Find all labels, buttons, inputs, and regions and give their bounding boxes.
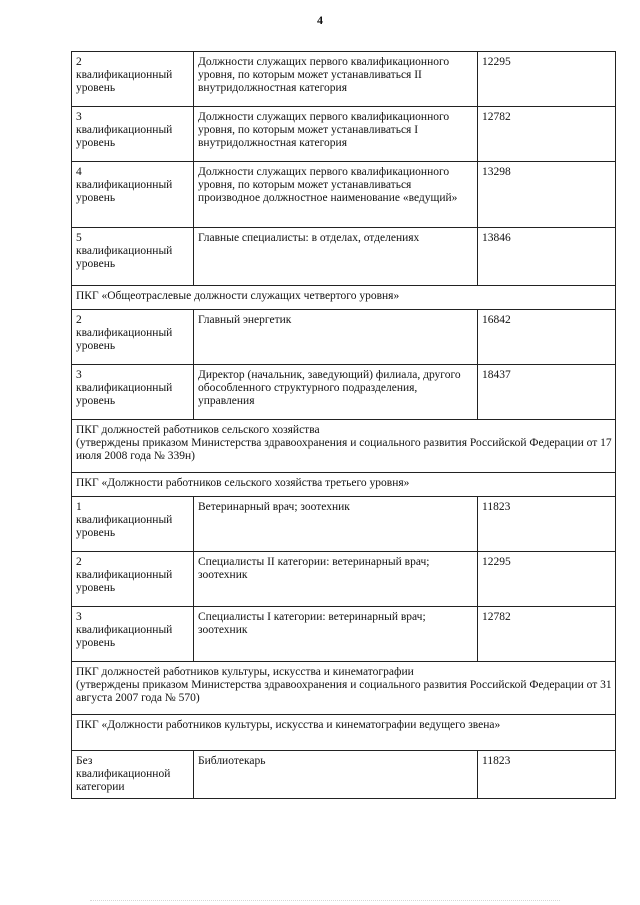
qualification-level-text: 3 квалификационный уровень [76,111,173,149]
qualification-level-text: 3 квалификационный уровень [76,611,173,649]
qualification-level-cell [72,162,194,228]
table-row [72,52,616,107]
positions-cell: Должности служащих первого квалификационного уровня, по которым может устанавливаться II внутридолжностная категория [194,52,478,107]
table-row [72,365,616,420]
qualification-level-cell [72,607,194,662]
positions-cell: Ветеринарный врач; зоотехник [194,497,478,552]
salary-cell: 12782 [478,607,616,662]
table-row [72,751,616,799]
group-header-row [72,662,616,715]
qualification-level-cell [72,365,194,420]
salary-cell: 13298 [478,162,616,228]
group-header-row [72,473,616,497]
qualification-level-text: 4 квалификационный уровень [76,166,173,204]
group-header-cell: ПКГ «Общеотраслевые должности служащих четвертого уровня» [72,286,616,310]
salary-cell: 16842 [478,310,616,365]
group-header-row [72,286,616,310]
scan-artifact [90,897,560,901]
table-row [72,607,616,662]
table-row [72,552,616,607]
table-row [72,497,616,552]
qualification-level-text: 5 квалификационный уровень [76,232,173,270]
qualification-level-cell [72,52,194,107]
table-row [72,107,616,162]
table-row [72,162,616,228]
qualification-level-text: Без квалификационной категории [76,755,171,793]
page-number: 4 [317,13,323,27]
group-header-row [72,715,616,751]
positions-cell: Директор (начальник, заведующий) филиала, другого обособленного структурного подразделения, управления [194,365,478,420]
positions-cell: Главный энергетик [194,310,478,365]
group-header-cell: ПКГ «Должности работников культуры, искусства и кинематографии ведущего звена» [72,715,616,751]
salary-cell: 12295 [478,552,616,607]
salary-table [71,51,616,799]
positions-cell: Библиотекарь [194,751,478,799]
qualification-level-cell [72,751,194,799]
qualification-level-cell [72,497,194,552]
table-row [72,228,616,286]
qualification-level-text: 3 квалификационный уровень [76,369,173,407]
qualification-level-cell [72,228,194,286]
positions-cell: Должности служащих первого квалификационного уровня, по которым может устанавливаться производное должностное наименование «ведущий» [194,162,478,228]
qualification-level-text: 2 квалификационный уровень [76,56,173,94]
qualification-level-text: 1 квалификационный уровень [76,501,173,539]
group-header-cell: ПКГ должностей работников культуры, искусства и кинематографии (утверждены приказом Министерства здравоохранения и социального развития Российской Федерации от 31 августа 2007 года № 570) [72,662,616,715]
qualification-level-cell [72,552,194,607]
salary-cell: 11823 [478,497,616,552]
group-header-cell: ПКГ «Должности работников сельского хозяйства третьего уровня» [72,473,616,497]
positions-cell: Специалисты I категории: ветеринарный врач; зоотехник [194,607,478,662]
qualification-level-text: 2 квалификационный уровень [76,314,173,352]
salary-cell: 11823 [478,751,616,799]
positions-cell: Должности служащих первого квалификационного уровня, по которым может устанавливаться I внутридолжностная категория [194,107,478,162]
positions-cell: Специалисты II категории: ветеринарный врач; зоотехник [194,552,478,607]
qualification-level-cell [72,310,194,365]
qualification-level-text: 2 квалификационный уровень [76,556,173,594]
table-row [72,310,616,365]
salary-cell: 13846 [478,228,616,286]
qualification-level-cell [72,107,194,162]
positions-cell: Главные специалисты: в отделах, отделениях [194,228,478,286]
group-header-cell: ПКГ должностей работников сельского хозяйства (утверждены приказом Министерства здравоохранения и социального развития Российской Федерации от 17 июля 2008 года № 339н) [72,420,616,473]
group-header-row [72,420,616,473]
salary-cell: 12782 [478,107,616,162]
salary-cell: 12295 [478,52,616,107]
salary-cell: 18437 [478,365,616,420]
